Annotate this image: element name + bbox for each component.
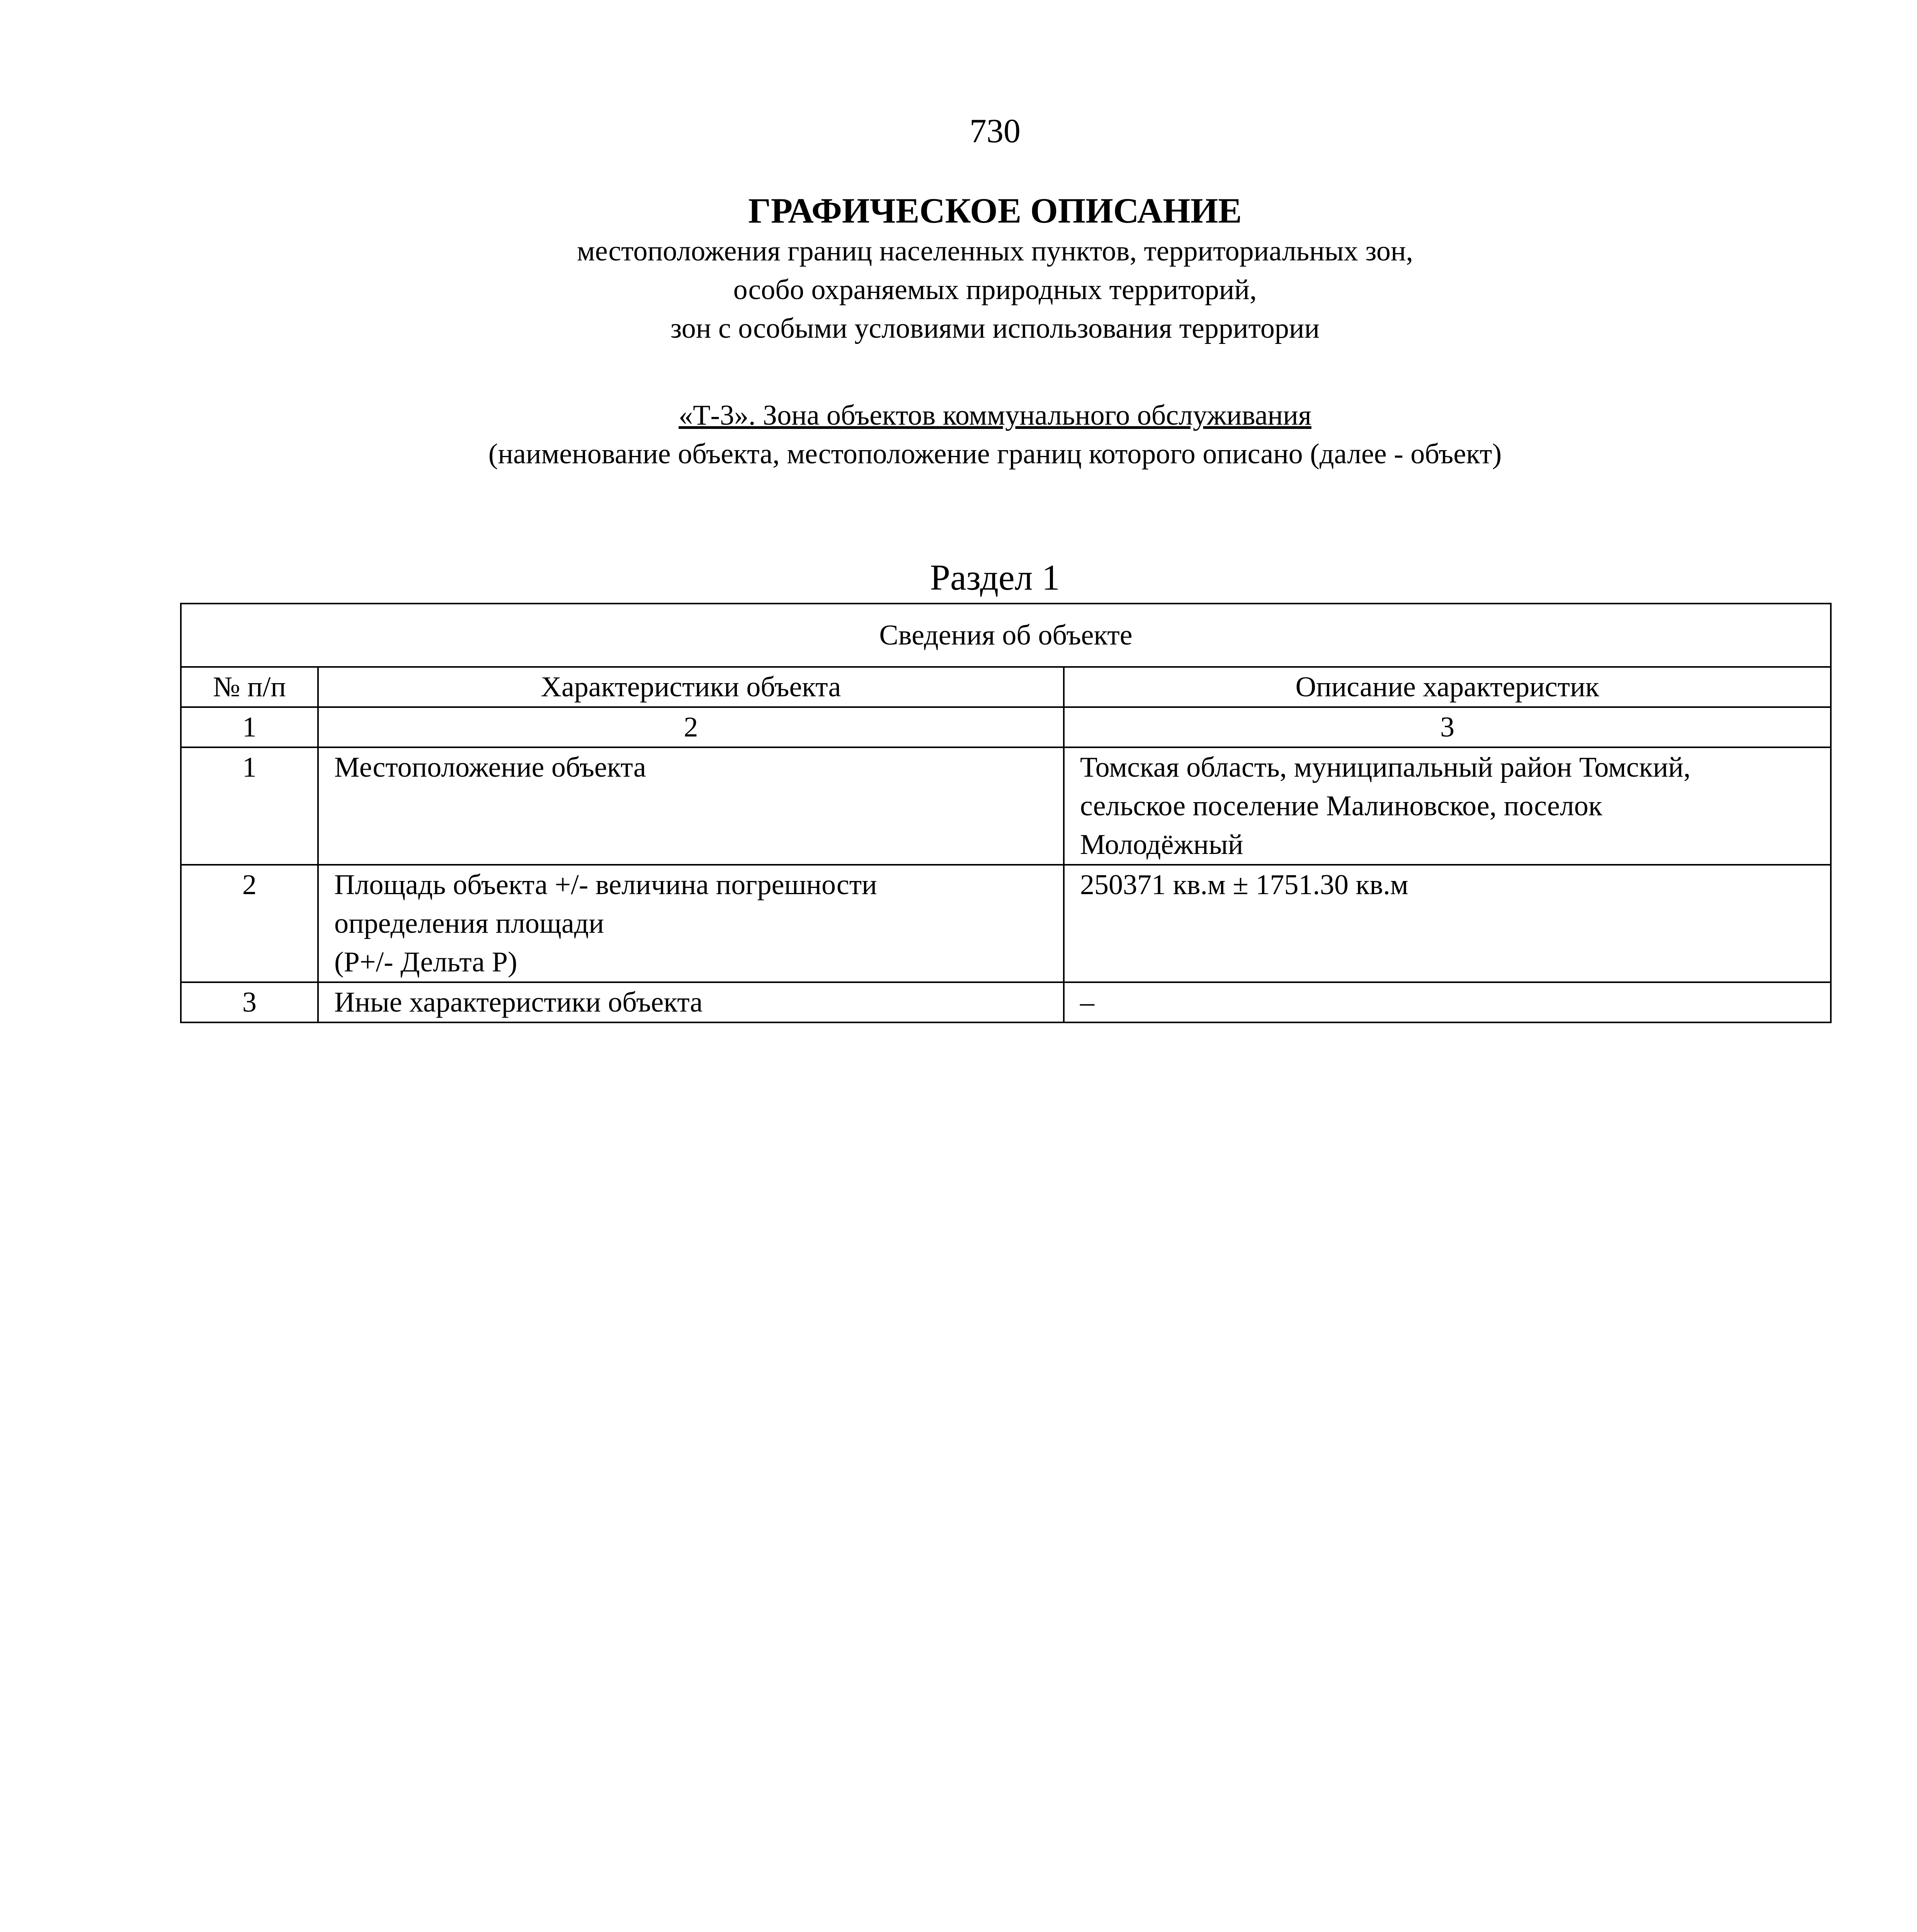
description-cell — [1064, 982, 1831, 1022]
object-name: «Т-3». Зона объектов коммунального обслуживания — [679, 400, 1311, 431]
cell-line: Иные характеристики объекта — [334, 986, 703, 1018]
table-row — [181, 865, 1831, 982]
table-header-row — [181, 667, 1831, 707]
object-info-table — [180, 603, 1832, 1023]
column-number: 2 — [318, 707, 1064, 747]
table-caption: Сведения об объекте — [181, 604, 1831, 667]
cell-line: Площадь объекта +/- величина погрешности — [334, 869, 877, 901]
subtitle-line: зон с особыми условиями использования территории — [670, 313, 1320, 344]
object-caption: (наименование объекта, местоположение границ которого описано (далее - объект) — [488, 438, 1502, 470]
table-caption-row — [181, 604, 1831, 667]
subtitle-line: местоположения границ населенных пунктов, территориальных зон, — [577, 235, 1414, 267]
column-number-row — [181, 707, 1831, 747]
header-cell: Описание характеристик — [1064, 667, 1831, 707]
cell-line: 250371 кв.м ± 1751.30 кв.м — [1080, 869, 1408, 901]
cell-line: Томская область, муниципальный район Томский, — [1080, 752, 1691, 783]
characteristic-cell — [318, 982, 1064, 1022]
row-number: 2 — [181, 865, 318, 982]
cell-line: сельское поселение Малиновское, поселок — [1080, 790, 1602, 822]
table-row — [181, 747, 1831, 865]
cell-line: (P+/- Дельта P) — [334, 946, 517, 978]
characteristic-cell — [318, 747, 1064, 865]
column-number: 3 — [1064, 707, 1831, 747]
page-number: 730 — [970, 112, 1021, 150]
column-number: 1 — [181, 707, 318, 747]
header-cell: Характеристики объекта — [318, 667, 1064, 707]
cell-line: – — [1080, 986, 1094, 1018]
object-block — [0, 396, 1917, 473]
subtitle-line: особо охраняемых природных территорий, — [733, 274, 1257, 306]
row-number: 3 — [181, 982, 318, 1022]
cell-line: Местоположение объекта — [334, 752, 646, 783]
table-row — [181, 982, 1831, 1022]
row-number: 1 — [181, 747, 318, 865]
document-header — [0, 189, 1917, 348]
characteristic-cell — [318, 865, 1064, 982]
header-cell: № п/п — [181, 667, 318, 707]
cell-line: определения площади — [334, 908, 604, 939]
cell-line: Молодёжный — [1080, 829, 1243, 861]
description-cell — [1064, 865, 1831, 982]
document-title: ГРАФИЧЕСКОЕ ОПИСАНИЕ — [748, 191, 1242, 230]
description-cell — [1064, 747, 1831, 865]
section-title: Раздел 1 — [930, 558, 1060, 598]
